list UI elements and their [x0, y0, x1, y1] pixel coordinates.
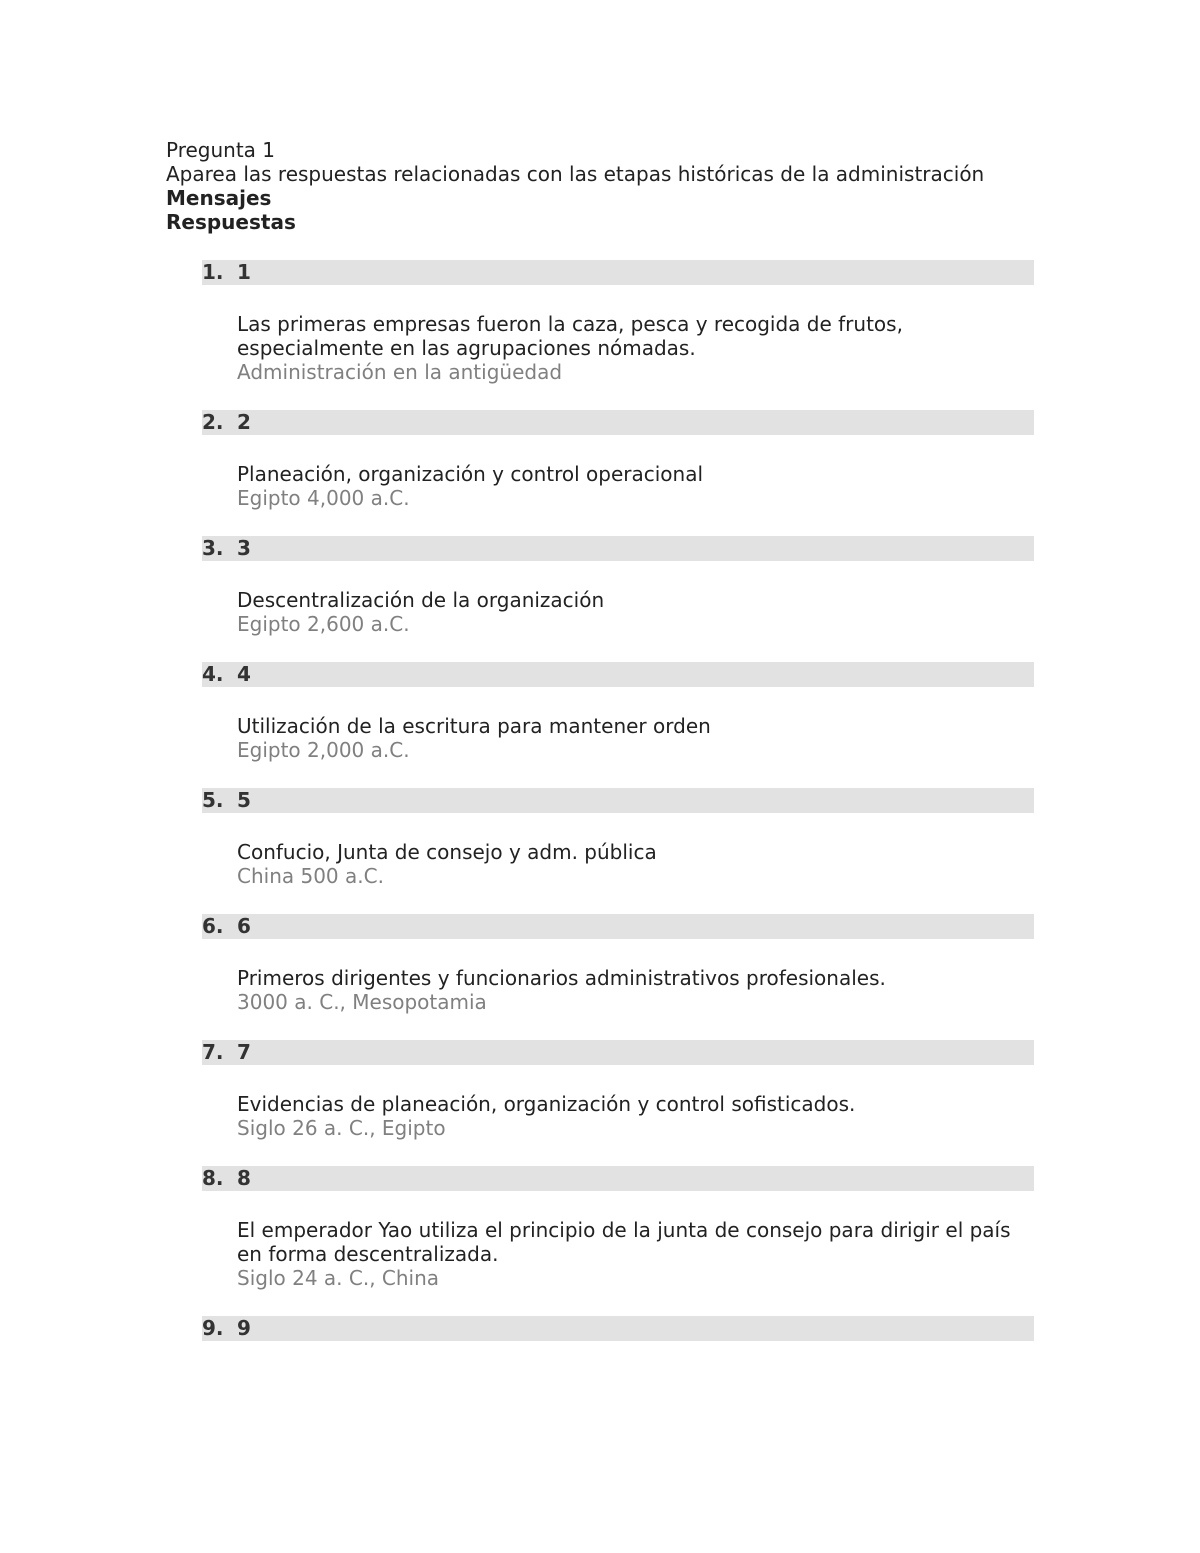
item-message: El emperador Yao utiliza el principio de la junta de consejo para dirigir el país en forma descentralizada. [237, 1218, 1011, 1266]
item-body [237, 1218, 1027, 1290]
answer-list [166, 260, 1034, 1341]
item-message: Descentralización de la organización [237, 588, 605, 612]
list-item [166, 662, 1034, 762]
item-body [237, 462, 1027, 510]
item-label: 4 [237, 662, 251, 686]
item-header-bar [202, 260, 1034, 285]
question-instruction: Aparea las respuestas relacionadas con las etapas históricas de la administración [166, 162, 985, 186]
item-label: 3 [237, 536, 251, 560]
mensajes-heading: Mensajes [166, 186, 272, 210]
item-answer: Egipto 2,600 a.C. [237, 612, 410, 636]
item-number: 8. [202, 1166, 224, 1190]
item-body [237, 312, 1027, 384]
item-answer: 3000 a. C., Mesopotamia [237, 990, 487, 1014]
question-title: Pregunta 1 [166, 138, 276, 162]
item-body [237, 714, 1027, 762]
item-body [237, 966, 1027, 1014]
list-item [166, 914, 1034, 1014]
item-number: 2. [202, 410, 224, 434]
list-item [166, 536, 1034, 636]
item-number: 9. [202, 1316, 224, 1340]
item-body [237, 840, 1027, 888]
item-answer: China 500 a.C. [237, 864, 384, 888]
item-number: 4. [202, 662, 224, 686]
list-item [166, 788, 1034, 888]
item-number: 6. [202, 914, 224, 938]
item-message: Confucio, Junta de consejo y adm. pública [237, 840, 657, 864]
item-number: 1. [202, 260, 224, 284]
item-label: 7 [237, 1040, 251, 1064]
item-header-bar [202, 410, 1034, 435]
item-label: 8 [237, 1166, 251, 1190]
item-message: Primeros dirigentes y funcionarios administrativos profesionales. [237, 966, 886, 990]
document-page [166, 138, 1034, 1367]
list-item [166, 1316, 1034, 1341]
item-header-bar [202, 536, 1034, 561]
item-answer: Siglo 24 a. C., China [237, 1266, 440, 1290]
item-header-bar [202, 1316, 1034, 1341]
item-header-bar [202, 914, 1034, 939]
item-body [237, 588, 1027, 636]
item-message: Planeación, organización y control operacional [237, 462, 704, 486]
item-answer: Administración en la antigüedad [237, 360, 563, 384]
list-item [166, 410, 1034, 510]
item-message: Las primeras empresas fueron la caza, pesca y recogida de frutos, especialmente en las agrupaciones nómadas. [237, 312, 903, 360]
list-item [166, 1040, 1034, 1140]
item-message: Utilización de la escritura para mantener orden [237, 714, 711, 738]
item-number: 3. [202, 536, 224, 560]
item-label: 6 [237, 914, 251, 938]
list-item [166, 1166, 1034, 1290]
item-label: 1 [237, 260, 251, 284]
item-message: Evidencias de planeación, organización y control sofisticados. [237, 1092, 856, 1116]
item-header-bar [202, 1040, 1034, 1065]
respuestas-heading: Respuestas [166, 210, 296, 234]
list-item [166, 260, 1034, 384]
item-answer: Egipto 4,000 a.C. [237, 486, 410, 510]
item-number: 7. [202, 1040, 224, 1064]
item-label: 9 [237, 1316, 251, 1340]
item-answer: Egipto 2,000 a.C. [237, 738, 410, 762]
item-header-bar [202, 1166, 1034, 1191]
item-answer: Siglo 26 a. C., Egipto [237, 1116, 446, 1140]
item-number: 5. [202, 788, 224, 812]
item-header-bar [202, 662, 1034, 687]
item-body [237, 1092, 1027, 1140]
item-label: 5 [237, 788, 251, 812]
item-label: 2 [237, 410, 251, 434]
item-header-bar [202, 788, 1034, 813]
